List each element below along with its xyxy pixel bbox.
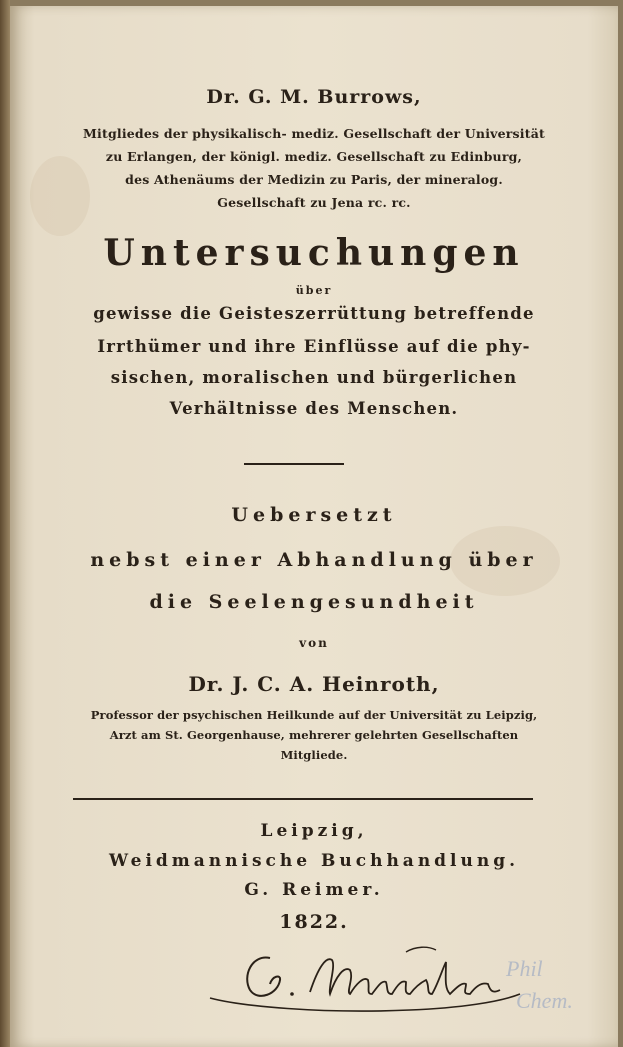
author-affiliation-line: zu Erlangen, der königl. mediz. Gesellschaft zu Edinburg, (105, 149, 523, 164)
author-name: Dr. G. M. Burrows, (206, 86, 422, 108)
subtitle-line: gewisse die Geisteszerrüttung betreffende (93, 304, 535, 323)
title-page (10, 6, 618, 1047)
book-title: Untersuchungen (103, 232, 525, 274)
subtitle-line: sischen, moralischen und bürgerlichen (110, 368, 518, 387)
translator-name: Dr. J. C. A. Heinroth, (188, 672, 440, 696)
translator-credential-line: Arzt am St. Georgenhause, mehrerer gelehrten Gesellschaften (109, 728, 519, 742)
book-spine-edge (0, 0, 10, 1047)
translator-credential-line: Professor der psychischen Heilkunde auf der Universität zu Leipzig, (90, 708, 538, 722)
subtitle-line: Irrthümer und ihre Einflüsse auf die phy- (97, 337, 531, 356)
translation-line: die Seelengesundheit (149, 591, 479, 613)
subtitle-line: Verhältnisse des Menschen. (169, 399, 459, 418)
author-affiliation-line: Gesellschaft zu Jena rc. rc. (217, 195, 411, 210)
author-affiliation-line: Mitgliedes der physikalisch- mediz. Gesellschaft der Universität (82, 126, 545, 141)
translation-line: Uebersetzt (231, 504, 397, 526)
translation-line: nebst einer Abhandlung über (90, 549, 538, 571)
by-label: von (299, 636, 329, 650)
imprint-place: Leipzig, (260, 821, 368, 841)
library-mark (498, 946, 608, 1026)
svg-text:Chem.: Chem. (516, 988, 573, 1013)
translator-credential-line: Mitgliede. (280, 748, 348, 762)
author-affiliation-line: des Athenäums der Medizin zu Paris, der mineralog. (125, 172, 503, 187)
svg-text:Phil: Phil (506, 956, 543, 981)
section-divider-short (244, 463, 344, 465)
imprint-year: 1822. (279, 911, 349, 933)
imprint-printer: G. Reimer. (244, 880, 384, 900)
section-divider-long (73, 798, 533, 800)
handwritten-signature (200, 936, 530, 1026)
imprint-publisher: Weidmannische Buchhandlung. (108, 851, 520, 871)
title-connector: über (295, 284, 333, 297)
